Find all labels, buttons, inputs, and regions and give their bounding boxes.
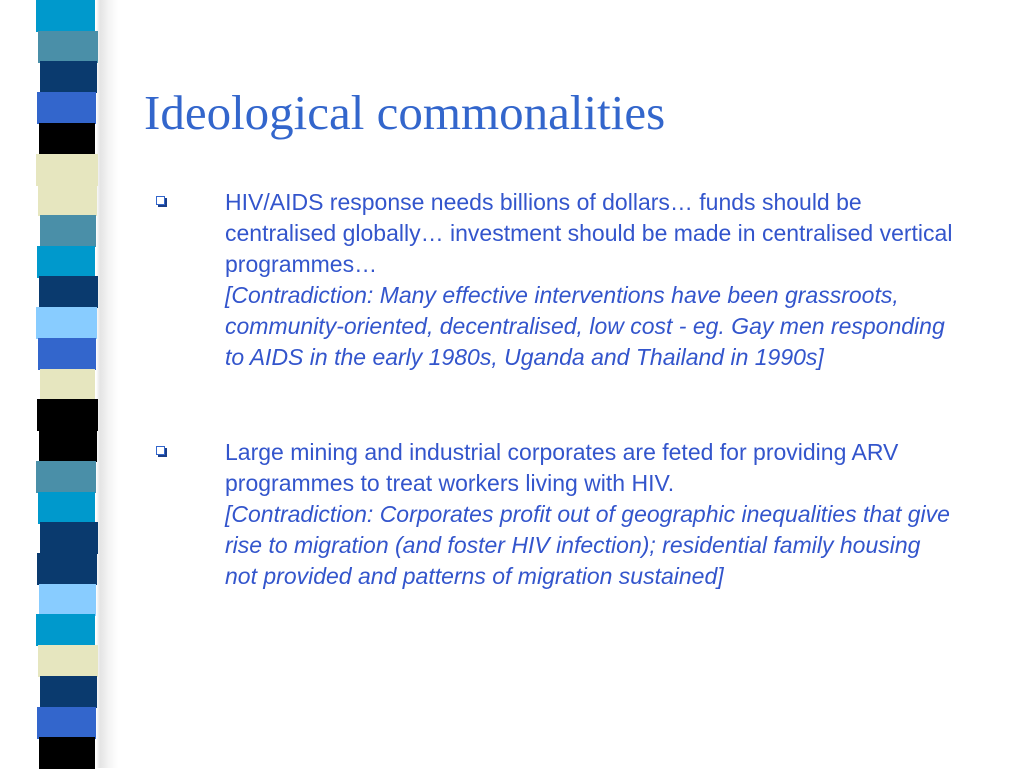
stripe-segment	[40, 215, 96, 247]
stripe-segment	[37, 707, 96, 739]
hollow-square-bullet-icon	[156, 196, 165, 205]
stripe-segment	[38, 492, 95, 524]
stripe-segment	[37, 553, 97, 585]
stripe-segment	[39, 737, 95, 769]
bullet-text-1	[225, 187, 955, 373]
stripe-segment	[39, 430, 97, 462]
stripe-segment	[40, 369, 95, 401]
stripe-segment	[39, 584, 96, 616]
bullet-statement-1: HIV/AIDS response needs billions of dollars… funds should be centralised globally… investment should be made in centralised vertical programmes…	[225, 189, 953, 277]
bullet-contradiction-1: [Contradiction: Many effective interventions have been grassroots, community-oriented, decentralised, low cost - eg. Gay men responding to AIDS in the early 1980s, Uganda and Thailand in 1990s]	[225, 282, 945, 370]
stripe-segment	[40, 676, 97, 708]
stripe-segment	[40, 522, 98, 554]
stripe-segment	[37, 246, 95, 278]
slide-title: Ideological commonalities	[144, 85, 666, 140]
stripe-segment	[36, 307, 97, 339]
stripe-segment	[36, 154, 98, 186]
stripe-segment	[39, 276, 98, 308]
stripe-segment	[40, 61, 97, 93]
stripe-segment	[38, 338, 96, 370]
stripe-segment	[38, 184, 97, 216]
bullet-statement-2: Large mining and industrial corporates are feted for providing ARV programmes to treat workers living with HIV.	[225, 439, 899, 496]
bullet-contradiction-2: [Contradiction: Corporates profit out of geographic inequalities that give rise to migration (and foster HIV infection); residential family housing not provided and patterns of migration sustained]	[225, 501, 950, 589]
stripe-segment	[36, 461, 96, 493]
stripe-segment	[37, 92, 96, 124]
stripe-segment	[38, 31, 98, 63]
stripe-segment	[36, 0, 95, 32]
stripe-segment	[37, 399, 98, 431]
decorative-stripe-bar	[0, 0, 118, 768]
stripe-segment	[36, 614, 95, 646]
stripe-segment	[39, 123, 95, 155]
hollow-square-bullet-icon	[156, 446, 165, 455]
bullet-text-2	[225, 437, 955, 592]
stripe-segment	[38, 645, 98, 677]
